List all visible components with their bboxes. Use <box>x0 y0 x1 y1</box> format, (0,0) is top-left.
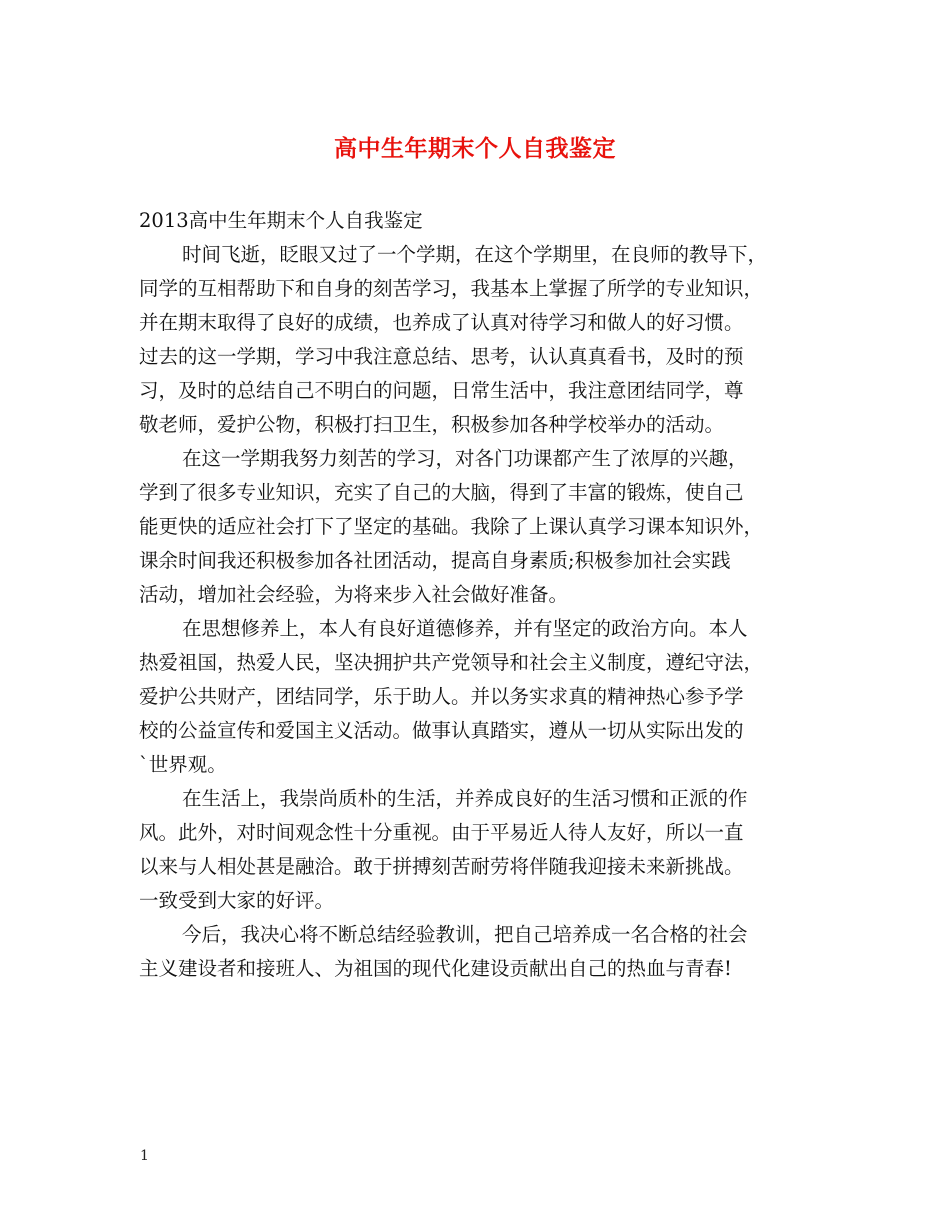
paragraph-5-line-1: 今后，我决心将不断总结经验教训，把自己培养成一名合格的社会 <box>182 923 748 946</box>
paragraph-4-line-2: 风。此外，对时间观念性十分重视。由于平易近人待人友好，所以一直 <box>139 821 744 844</box>
paragraph-1-line-2: 同学的互相帮助下和自身的刻苦学习，我基本上掌握了所学的专业知识， <box>139 277 764 300</box>
document-body <box>139 204 829 986</box>
paragraph-4-line-4: 一致受到大家的好评。 <box>139 889 335 912</box>
paragraph-2-line-2: 学到了很多专业知识，充实了自己的大脑，得到了丰富的锻炼，使自己 <box>139 481 744 504</box>
paragraph-3-line-2: 热爱祖国，热爱人民，坚决拥护共产党领导和社会主义制度，遵纪守法， <box>139 651 764 674</box>
paragraph-1-line-1: 时间飞逝，眨眼又过了一个学期，在这个学期里，在良师的教导下， <box>182 243 768 266</box>
paragraph-3-line-3: 爱护公共财产，团结同学，乐于助人。并以务实求真的精神热心参予学 <box>139 685 744 708</box>
paragraph-1-line-3: 并在期末取得了良好的成绩，也养成了认真对待学习和做人的好习惯。 <box>139 311 744 334</box>
paragraph-2-line-1: 在这一学期我努力刻苦的学习，对各门功课都产生了浓厚的兴趣， <box>182 447 748 470</box>
paragraph-3-line-5: `世界观。 <box>139 753 227 776</box>
paragraph-3-line-1: 在思想修养上，本人有良好道德修养，并有坚定的政治方向。本人 <box>182 617 748 640</box>
paragraph-4-line-3: 以来与人相处甚是融洽。敢于拼搏刻苦耐劳将伴随我迎接未来新挑战。 <box>139 855 744 878</box>
document-title: 高中生年期末个人自我鉴定 <box>334 135 616 162</box>
paragraph-1-line-5: 习，及时的总结自己不明白的问题，日常生活中，我注意团结同学，尊 <box>139 379 744 402</box>
page-number: 1 <box>140 1148 149 1164</box>
paragraph-2-line-3: 能更快的适应社会打下了坚定的基础。我除了上课认真学习课本知识外， <box>139 515 764 538</box>
paragraph-5-line-2: 主义建设者和接班人、为祖国的现代化建设贡献出自己的热血与青春! <box>139 957 732 980</box>
paragraph-1-line-4: 过去的这一学期，学习中我注意总结、思考，认认真真看书，及时的预 <box>139 345 744 368</box>
paragraph-2-line-4: 课余时间我还积极参加各社团活动，提高自身素质;积极参加社会实践 <box>139 549 731 572</box>
paragraph-4-line-1: 在生活上，我崇尚质朴的生活，并养成良好的生活习惯和正派的作 <box>182 787 748 810</box>
paragraph-3-line-4: 校的公益宣传和爱国主义活动。做事认真踏实，遵从一切从实际出发的 <box>139 719 744 742</box>
paragraph-2-line-5: 活动，增加社会经验，为将来步入社会做好准备。 <box>139 583 569 606</box>
document-subtitle: 2013高中生年期末个人自我鉴定 <box>139 209 423 232</box>
paragraph-1-line-6: 敬老师，爱护公物，积极打扫卫生，积极参加各种学校举办的活动。 <box>139 413 725 436</box>
